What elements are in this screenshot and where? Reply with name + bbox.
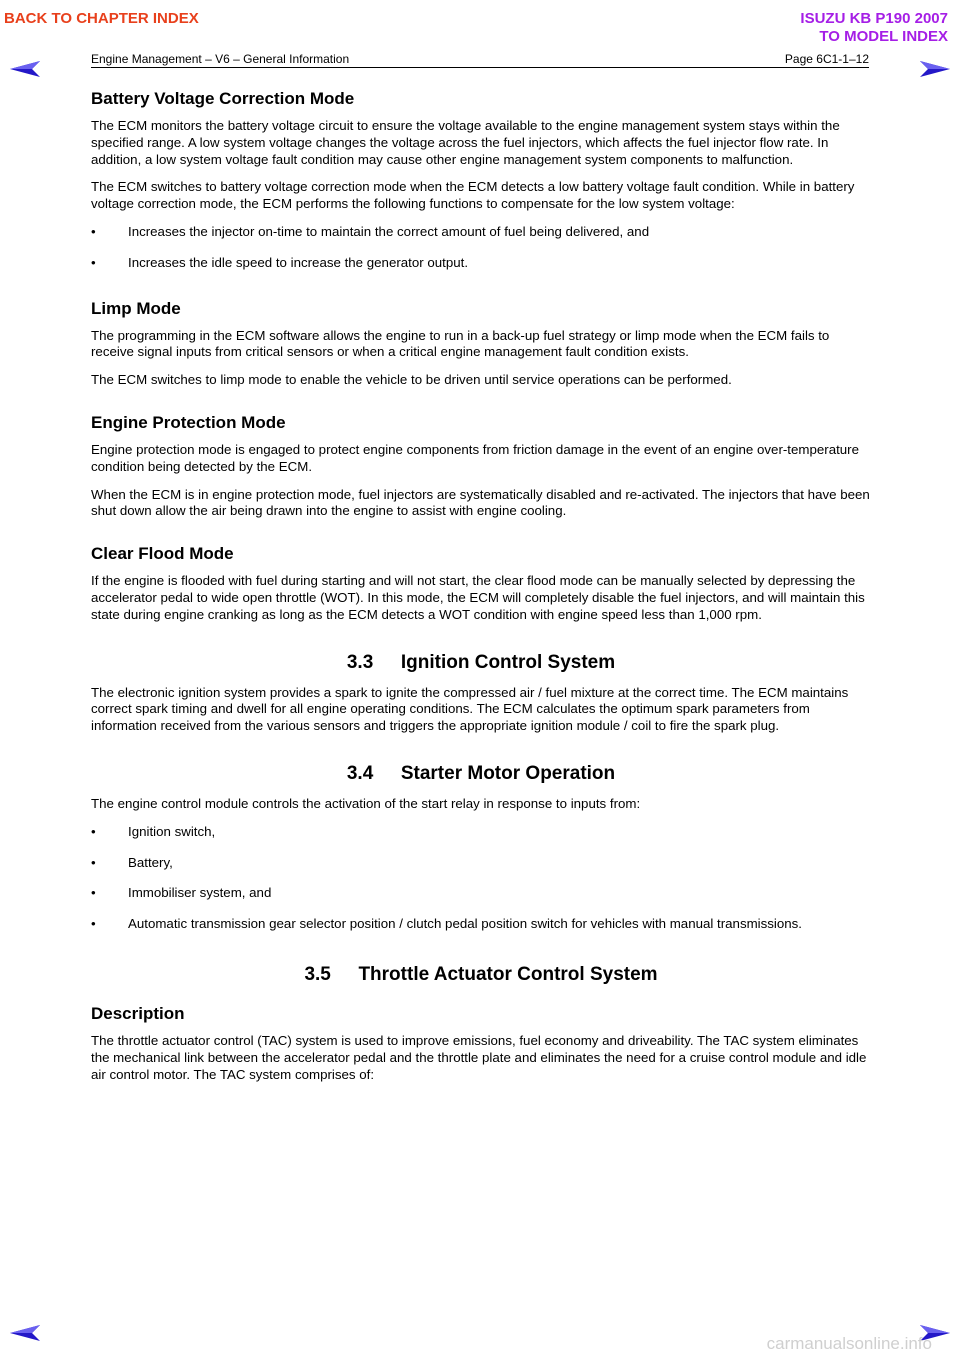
page-content bbox=[91, 88, 871, 1094]
heading-clear-flood-mode: Clear Flood Mode bbox=[91, 544, 234, 564]
section-number: 3.5 bbox=[304, 963, 331, 985]
bullet-list bbox=[91, 224, 871, 272]
section-heading-starter-motor bbox=[91, 762, 871, 786]
to-model-index-link[interactable]: TO MODEL INDEX bbox=[819, 28, 948, 45]
back-to-chapter-index-link[interactable]: BACK TO CHAPTER INDEX bbox=[4, 10, 199, 27]
arrow-left-icon[interactable] bbox=[8, 1322, 42, 1344]
page-number: Page 6C1-1–12 bbox=[784, 52, 869, 66]
model-index-block[interactable] bbox=[800, 10, 948, 46]
heading-limp-mode: Limp Mode bbox=[91, 298, 181, 318]
paragraph: Engine protection mode is engaged to protect engine components from friction damage in the event of an engine over-temperature condition being detected by the ECM. bbox=[91, 441, 859, 474]
paragraph: The electronic ignition system provides a spark to ignite the compressed air / fuel mixture at the correct time. The ECM maintains correct spark timing and dwell for all engine operating conditions. The ECM calculates the optimum spark parameters from information received from the various sensors and triggers the appropriate ignition module / coil to fire the spark plug. bbox=[91, 684, 849, 734]
watermark: carmanualsonline.info bbox=[766, 1334, 932, 1353]
list-item: • Automatic transmission gear selector position / clutch pedal position switch for vehicles with manual transmissions. bbox=[91, 916, 871, 933]
heading-description: Description bbox=[91, 1003, 185, 1023]
heading-engine-protection-mode: Engine Protection Mode bbox=[91, 412, 286, 432]
section-heading-throttle-actuator bbox=[91, 963, 871, 987]
list-item: • Immobiliser system, and bbox=[91, 885, 871, 902]
header-rule bbox=[91, 67, 869, 68]
model-title: ISUZU KB P190 2007 bbox=[800, 10, 948, 27]
list-item: • Increases the injector on-time to maintain the correct amount of fuel being delivered, and bbox=[91, 224, 871, 241]
list-item: • Battery, bbox=[91, 855, 871, 872]
paragraph: The ECM switches to limp mode to enable the vehicle to be driven until service operations can be performed. bbox=[91, 372, 732, 388]
arrow-left-icon[interactable] bbox=[8, 58, 42, 80]
paragraph: The ECM monitors the battery voltage circuit to ensure the voltage available to the engine management system stays within the specified range. A low system voltage changes the voltage across the fuel injectors, which affects the fuel injector flow rate. In addition, a low system voltage fault condition may cause other engine management system components to malfunction. bbox=[91, 118, 840, 167]
section-number: 3.4 bbox=[346, 762, 374, 784]
section-number: 3.3 bbox=[346, 651, 374, 673]
paragraph: The engine control module controls the activation of the start relay in response to inputs from: bbox=[91, 795, 641, 811]
list-item: • Increases the idle speed to increase the generator output. bbox=[91, 255, 871, 272]
paragraph: The throttle actuator control (TAC) system is used to improve emissions, fuel economy and driveability. The TAC system eliminates the mechanical link between the accelerator pedal and the throttle plate and eliminates the need for a cruise control module and idle air control motor. The TAC system comprises of: bbox=[91, 1032, 867, 1082]
paragraph: The ECM switches to battery voltage correction mode when the ECM detects a low battery voltage fault condition. While in battery voltage correction mode, the ECM performs the following functions to compensate for the low system voltage: bbox=[91, 179, 855, 212]
paragraph: If the engine is flooded with fuel during starting and will not start, the clear flood mode can be manually selected by depressing the accelerator pedal to wide open throttle (WOT). In this mode, the ECM will completely disable the fuel injectors, and will maintain this state during engine cranking as long as the ECM detects a WOT condition with engine speed less than 1,000 rpm. bbox=[91, 573, 865, 622]
paragraph: The programming in the ECM software allows the engine to run in a back-up fuel strategy or limp mode when the ECM fails to receive signal inputs from critical sensors or when a critical engine management fault condition exists. bbox=[91, 327, 830, 360]
list-item: • Ignition switch, bbox=[91, 824, 871, 841]
arrow-right-icon[interactable] bbox=[918, 58, 952, 80]
section-title: Ignition Control System bbox=[400, 651, 616, 673]
bullet-list bbox=[91, 824, 871, 933]
section-heading-ignition-control bbox=[91, 651, 871, 675]
section-title: Throttle Actuator Control System bbox=[358, 963, 658, 985]
heading-battery-voltage-correction: Battery Voltage Correction Mode bbox=[91, 89, 355, 108]
running-header-title: Engine Management – V6 – General Information bbox=[91, 52, 350, 66]
paragraph: When the ECM is in engine protection mode, fuel injectors are systematically disabled and re-activated. The injectors that have been shut down allow the air being drawn into the engine to assist with engine cooling. bbox=[91, 486, 870, 519]
section-title: Starter Motor Operation bbox=[400, 762, 616, 784]
